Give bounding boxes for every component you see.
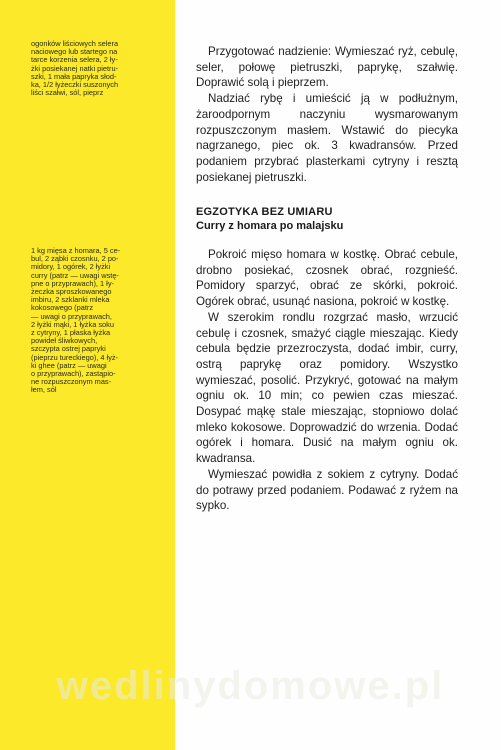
ingredient-line: łem, sól	[31, 385, 57, 395]
ingredient-line: imbiru, 2 szklanki mleka	[31, 295, 110, 305]
ingredients-block-stuffed-fish	[31, 40, 153, 97]
ingredient-line: naciowego lub startego na	[31, 47, 118, 57]
stuffed-fish-instructions	[196, 44, 458, 185]
ingredient-line: szczypta ostrej papryki	[31, 344, 106, 354]
instruction-paragraph: Przygotować nadzienie: Wymieszać ryż, cebulę, seler, połowę pietruszki, paprykę, szałwię. Doprawić solą i pieprzem.	[196, 45, 458, 90]
ingredient-line: szki, 1 mała papryka słod-	[31, 71, 117, 81]
ingredient-line: ogonków liściowych selera	[31, 39, 119, 48]
ingredient-line: 1 kg mięsa z homara, 5 ce-	[31, 246, 121, 255]
recipe-heading	[196, 205, 458, 233]
ingredient-line: bul, 2 ząbki czosnku, 2 po-	[31, 254, 119, 264]
ingredient-line: kokosowego (patrz	[31, 303, 94, 313]
ingredient-line: midory, 1 ogórek, 2 łyżki	[31, 262, 111, 272]
recipe-subtitle: Curry z homara po malajsku	[196, 220, 344, 232]
ingredient-line: ne rozpuszczonym mas-	[31, 377, 112, 387]
ingredient-line: tarce korzenia selera, 2 ły-	[31, 55, 118, 65]
ingredient-line: liści szałwi, sól, pieprz	[31, 88, 104, 98]
ingredient-line: żki posiekanej natki pietru-	[31, 63, 119, 73]
ingredient-line: ki ghee (patrz — uwagi	[31, 360, 107, 370]
instruction-paragraph: W szerokim rondlu rozgrzać masło, wrzucić cebulę i czosnek, smażyć ciągle mieszając. Kiedy cebula będzie przezroczysta, dodać imbir, curry, ostrą paprykę oraz pomidory. Wszystko wymieszać, posolić. Przykryć, gotować na małym ogniu ok. 10 min; co pewien czas mieszać. Dosypać mąkę stale mieszając, stopniowo dolać mleko kokosowe. Doprowadzić do wrzenia. Dodać ogórek i homara. Dusić na małym ogniu ok. kwadransa.	[196, 310, 458, 466]
ingredient-line: ka, 1/2 łyżeczki suszonych	[31, 80, 119, 90]
ingredient-line: pne o przyprawach), 1 ły-	[31, 278, 114, 288]
ingredient-line: powideł śliwkowych,	[31, 336, 98, 346]
ingredient-line: z cytryny, 1 płaska łyżka	[31, 328, 111, 338]
instruction-paragraph: Wymieszać powidła z sokiem z cytryny. Dodać do potrawy przed podaniem. Podawać z ryżem na sypko.	[196, 467, 458, 513]
ingredient-line: o przyprawach), zastąpio-	[31, 369, 116, 379]
ingredient-line: curry (patrz — uwagi wstę-	[31, 270, 119, 280]
lobster-curry-instructions	[196, 247, 458, 514]
instruction-paragraph: Pokroić mięso homara w kostkę. Obrać cebule, drobno posiekać, czosnek obrać, rozgnieść. Pomidory sparzyć, obrać ze skórki, pokroić. Ogórek obrać, usunąć nasiona, pokroić w kostkę.	[196, 248, 458, 309]
watermark: wedlinydomowe.pl	[56, 664, 445, 708]
ingredients-block-lobster-curry	[31, 247, 153, 395]
instruction-paragraph: Nadziać rybę i umieścić ją w podłużnym, żaroodpornym naczyniu wysmarowanym rozpuszczonym masłem. Wstawić do piecyka nagrzanego, piec ok. 3 kwadransów. Przed podaniem przybrać plasterkami cytryny i resztą posiekanej pietruszki.	[196, 92, 458, 184]
ingredient-line: (pieprzu tureckiego), 4 łyż-	[31, 352, 119, 362]
ingredient-line: żeczka sproszkowanego	[31, 287, 112, 297]
recipe-title: EGZOTYKA BEZ UMIARU	[196, 206, 333, 218]
ingredient-line: 2 łyżki mąki, 1 łyżka soku	[31, 319, 114, 329]
ingredient-line: — uwagi o przyprawach,	[31, 311, 112, 321]
